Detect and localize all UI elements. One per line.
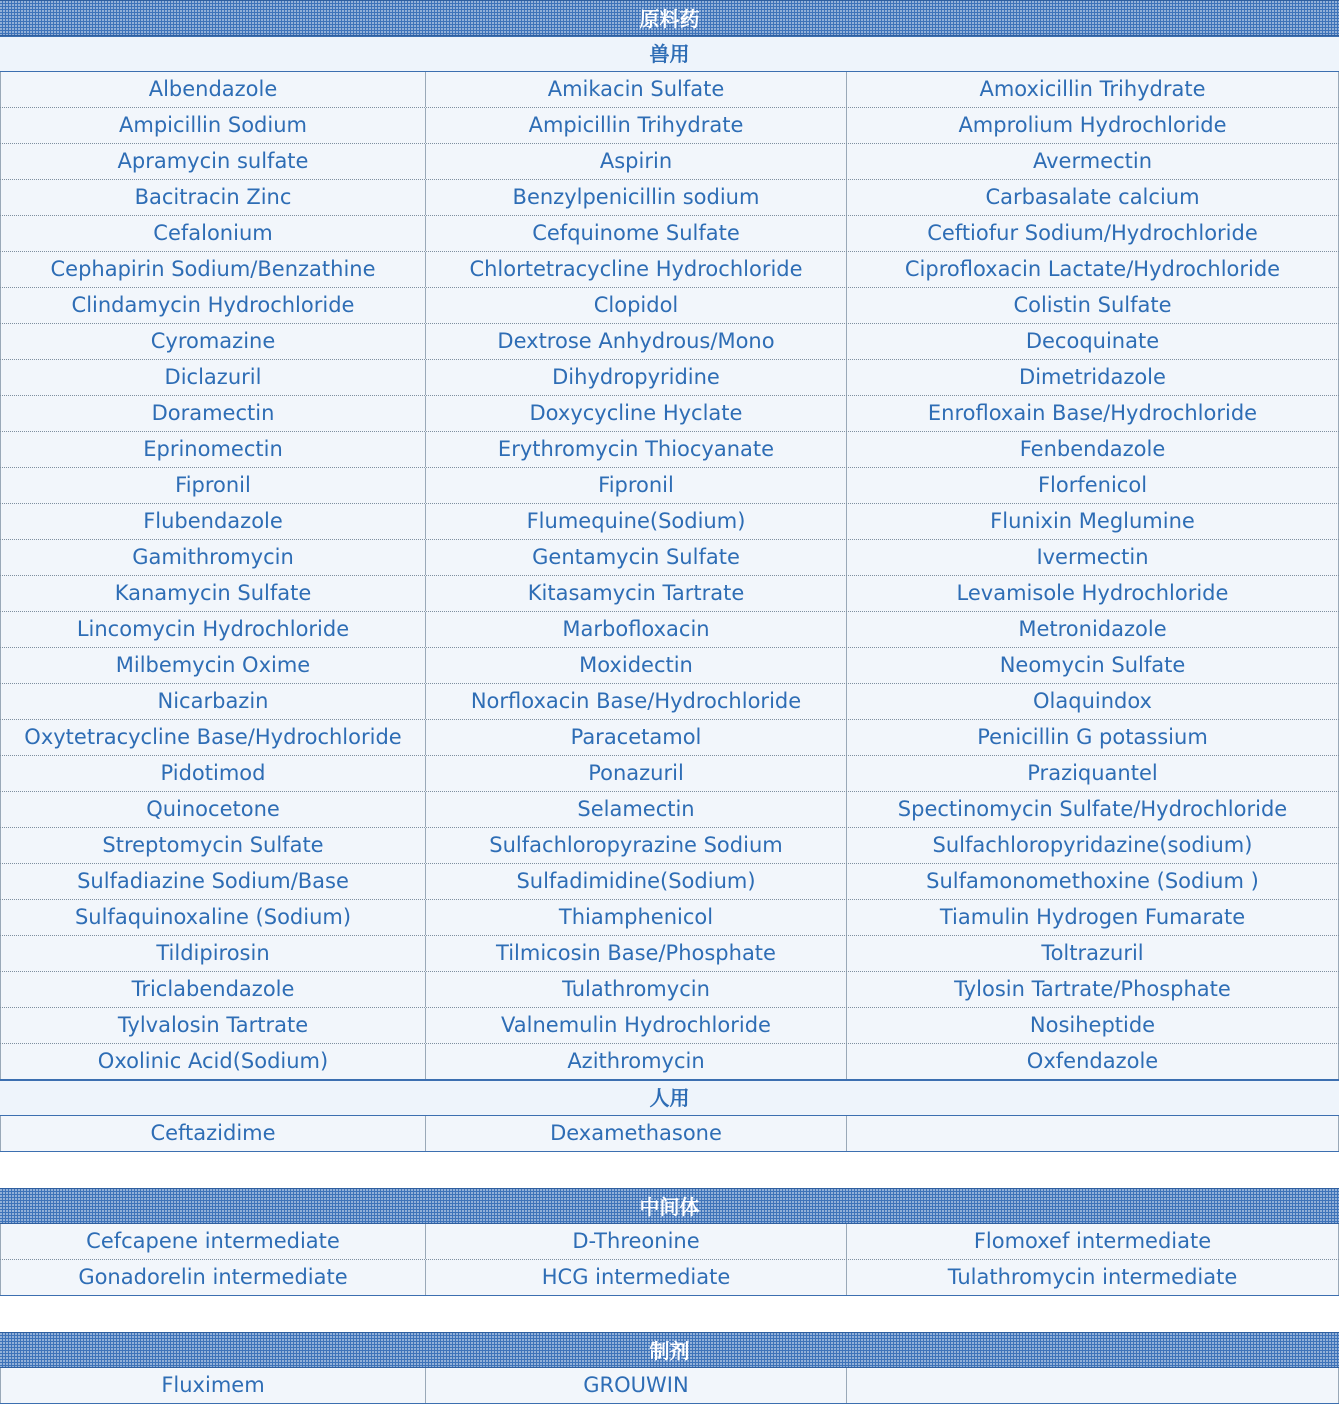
table-cell: Clopidol xyxy=(425,288,846,323)
table-row xyxy=(0,936,1339,972)
table-cell: Dextrose Anhydrous/Mono xyxy=(425,324,846,359)
table-cell: Fenbendazole xyxy=(846,432,1339,467)
table-cell: Cefquinome Sulfate xyxy=(425,216,846,251)
table-cell xyxy=(846,1116,1339,1151)
table-cell: Marbofloxacin xyxy=(425,612,846,647)
table-cell: Sulfamonomethoxine (Sodium ) xyxy=(846,864,1339,899)
table-cell: Chlortetracycline Hydrochloride xyxy=(425,252,846,287)
table-cell: Doramectin xyxy=(0,396,425,431)
table-cell: Cyromazine xyxy=(0,324,425,359)
table-row xyxy=(0,504,1339,540)
table-row xyxy=(0,720,1339,756)
table-cell: Benzylpenicillin sodium xyxy=(425,180,846,215)
table-row xyxy=(0,432,1339,468)
table-cell: Milbemycin Oxime xyxy=(0,648,425,683)
table-cell: Apramycin sulfate xyxy=(0,144,425,179)
table-cell: Neomycin Sulfate xyxy=(846,648,1339,683)
table-row xyxy=(0,1260,1339,1296)
table-row xyxy=(0,216,1339,252)
table-row xyxy=(0,144,1339,180)
table-cell: Azithromycin xyxy=(425,1044,846,1079)
table-row xyxy=(0,1116,1339,1152)
table-cell: Flumequine(Sodium) xyxy=(425,504,846,539)
table-cell: Ciprofloxacin Lactate/Hydrochloride xyxy=(846,252,1339,287)
table-cell: Dexamethasone xyxy=(425,1116,846,1151)
table-cell: Selamectin xyxy=(425,792,846,827)
table-cell: Avermectin xyxy=(846,144,1339,179)
table-cell: GROUWIN xyxy=(425,1368,846,1403)
table-cell: Tiamulin Hydrogen Fumarate xyxy=(846,900,1339,935)
table-cell: Sulfachloropyrazine Sodium xyxy=(425,828,846,863)
table-cell: Amprolium Hydrochloride xyxy=(846,108,1339,143)
table-row xyxy=(0,1008,1339,1044)
table-row xyxy=(0,972,1339,1008)
table-cell: Gamithromycin xyxy=(0,540,425,575)
table-cell: Clindamycin Hydrochloride xyxy=(0,288,425,323)
table-cell: Lincomycin Hydrochloride xyxy=(0,612,425,647)
table-cell: Dimetridazole xyxy=(846,360,1339,395)
table-cell: Kitasamycin Tartrate xyxy=(425,576,846,611)
table-cell: Ponazuril xyxy=(425,756,846,791)
table-cell: Toltrazuril xyxy=(846,936,1339,971)
section-header-formulations: 制剂 xyxy=(0,1332,1339,1368)
table-cell: Ceftazidime xyxy=(0,1116,425,1151)
table-cell: Streptomycin Sulfate xyxy=(0,828,425,863)
table-cell: Tulathromycin intermediate xyxy=(846,1260,1339,1295)
table-cell: Gentamycin Sulfate xyxy=(425,540,846,575)
table-cell: Nosiheptide xyxy=(846,1008,1339,1043)
table-cell: Praziquantel xyxy=(846,756,1339,791)
table-row xyxy=(0,684,1339,720)
table-cell: Sulfadimidine(Sodium) xyxy=(425,864,846,899)
table-row xyxy=(0,756,1339,792)
table-row xyxy=(0,540,1339,576)
table-cell: Eprinomectin xyxy=(0,432,425,467)
section-header-api: 原料药 xyxy=(0,0,1339,36)
table-cell: Ampicillin Sodium xyxy=(0,108,425,143)
table-cell: Amikacin Sulfate xyxy=(425,72,846,107)
table-cell: Ampicillin Trihydrate xyxy=(425,108,846,143)
table-cell: Tilmicosin Base/Phosphate xyxy=(425,936,846,971)
table-cell: Quinocetone xyxy=(0,792,425,827)
table-row xyxy=(0,1044,1339,1080)
section-header-intermediates: 中间体 xyxy=(0,1188,1339,1224)
table-cell: Diclazuril xyxy=(0,360,425,395)
table-cell: Paracetamol xyxy=(425,720,846,755)
table-cell: Gonadorelin intermediate xyxy=(0,1260,425,1295)
table-cell: Sulfaquinoxaline (Sodium) xyxy=(0,900,425,935)
table-cell: Cephapirin Sodium/Benzathine xyxy=(0,252,425,287)
table-row xyxy=(0,72,1339,108)
section-gap xyxy=(0,1152,1339,1188)
table-cell: Fluximem xyxy=(0,1368,425,1403)
table-cell: HCG intermediate xyxy=(425,1260,846,1295)
table-row xyxy=(0,288,1339,324)
table-row xyxy=(0,1368,1339,1404)
table-row xyxy=(0,828,1339,864)
table-cell: Oxolinic Acid(Sodium) xyxy=(0,1044,425,1079)
table-cell: Bacitracin Zinc xyxy=(0,180,425,215)
table-cell: Spectinomycin Sulfate/Hydrochloride xyxy=(846,792,1339,827)
table-row xyxy=(0,396,1339,432)
table-cell: Triclabendazole xyxy=(0,972,425,1007)
table-cell: Cefcapene intermediate xyxy=(0,1224,425,1259)
table-cell: Sulfachloropyridazine(sodium) xyxy=(846,828,1339,863)
table-cell: Dihydropyridine xyxy=(425,360,846,395)
table-cell: Penicillin G potassium xyxy=(846,720,1339,755)
table-row xyxy=(0,792,1339,828)
table-cell: Albendazole xyxy=(0,72,425,107)
table-cell: Ivermectin xyxy=(846,540,1339,575)
table-cell: Enrofloxain Base/Hydrochloride xyxy=(846,396,1339,431)
table-row xyxy=(0,360,1339,396)
table-row xyxy=(0,864,1339,900)
table-row xyxy=(0,900,1339,936)
table-row xyxy=(0,648,1339,684)
table-row xyxy=(0,324,1339,360)
table-cell: Fipronil xyxy=(425,468,846,503)
table-cell: Florfenicol xyxy=(846,468,1339,503)
table-cell: Oxytetracycline Base/Hydrochloride xyxy=(0,720,425,755)
table-cell: Aspirin xyxy=(425,144,846,179)
table-cell: Ceftiofur Sodium/Hydrochloride xyxy=(846,216,1339,251)
table-cell: D-Threonine xyxy=(425,1224,846,1259)
table-cell: Flunixin Meglumine xyxy=(846,504,1339,539)
table-cell: Sulfadiazine Sodium/Base xyxy=(0,864,425,899)
table-cell: Tylosin Tartrate/Phosphate xyxy=(846,972,1339,1007)
table-cell: Carbasalate calcium xyxy=(846,180,1339,215)
table-cell: Nicarbazin xyxy=(0,684,425,719)
table-row xyxy=(0,612,1339,648)
table-cell: Metronidazole xyxy=(846,612,1339,647)
table-cell: Thiamphenicol xyxy=(425,900,846,935)
table-cell xyxy=(846,1368,1339,1403)
table-cell: Erythromycin Thiocyanate xyxy=(425,432,846,467)
table-cell: Pidotimod xyxy=(0,756,425,791)
table-cell: Oxfendazole xyxy=(846,1044,1339,1079)
table-row xyxy=(0,252,1339,288)
table-cell: Moxidectin xyxy=(425,648,846,683)
table-cell: Valnemulin Hydrochloride xyxy=(425,1008,846,1043)
table-cell: Colistin Sulfate xyxy=(846,288,1339,323)
table-row xyxy=(0,576,1339,612)
table-cell: Tildipirosin xyxy=(0,936,425,971)
table-row xyxy=(0,1224,1339,1260)
table-cell: Levamisole Hydrochloride xyxy=(846,576,1339,611)
subsection-header-veterinary: 兽用 xyxy=(0,36,1339,72)
subsection-header-human: 人用 xyxy=(0,1080,1339,1116)
table-cell: Doxycycline Hyclate xyxy=(425,396,846,431)
table-cell: Decoquinate xyxy=(846,324,1339,359)
table-cell: Flomoxef intermediate xyxy=(846,1224,1339,1259)
table-cell: Fipronil xyxy=(0,468,425,503)
table-cell: Tylvalosin Tartrate xyxy=(0,1008,425,1043)
table-row xyxy=(0,468,1339,504)
section-gap xyxy=(0,1296,1339,1332)
table-cell: Flubendazole xyxy=(0,504,425,539)
table-cell: Olaquindox xyxy=(846,684,1339,719)
table-row xyxy=(0,108,1339,144)
table-row xyxy=(0,180,1339,216)
table-cell: Kanamycin Sulfate xyxy=(0,576,425,611)
table-cell: Tulathromycin xyxy=(425,972,846,1007)
table-cell: Amoxicillin Trihydrate xyxy=(846,72,1339,107)
table-cell: Cefalonium xyxy=(0,216,425,251)
table-cell: Norfloxacin Base/Hydrochloride xyxy=(425,684,846,719)
